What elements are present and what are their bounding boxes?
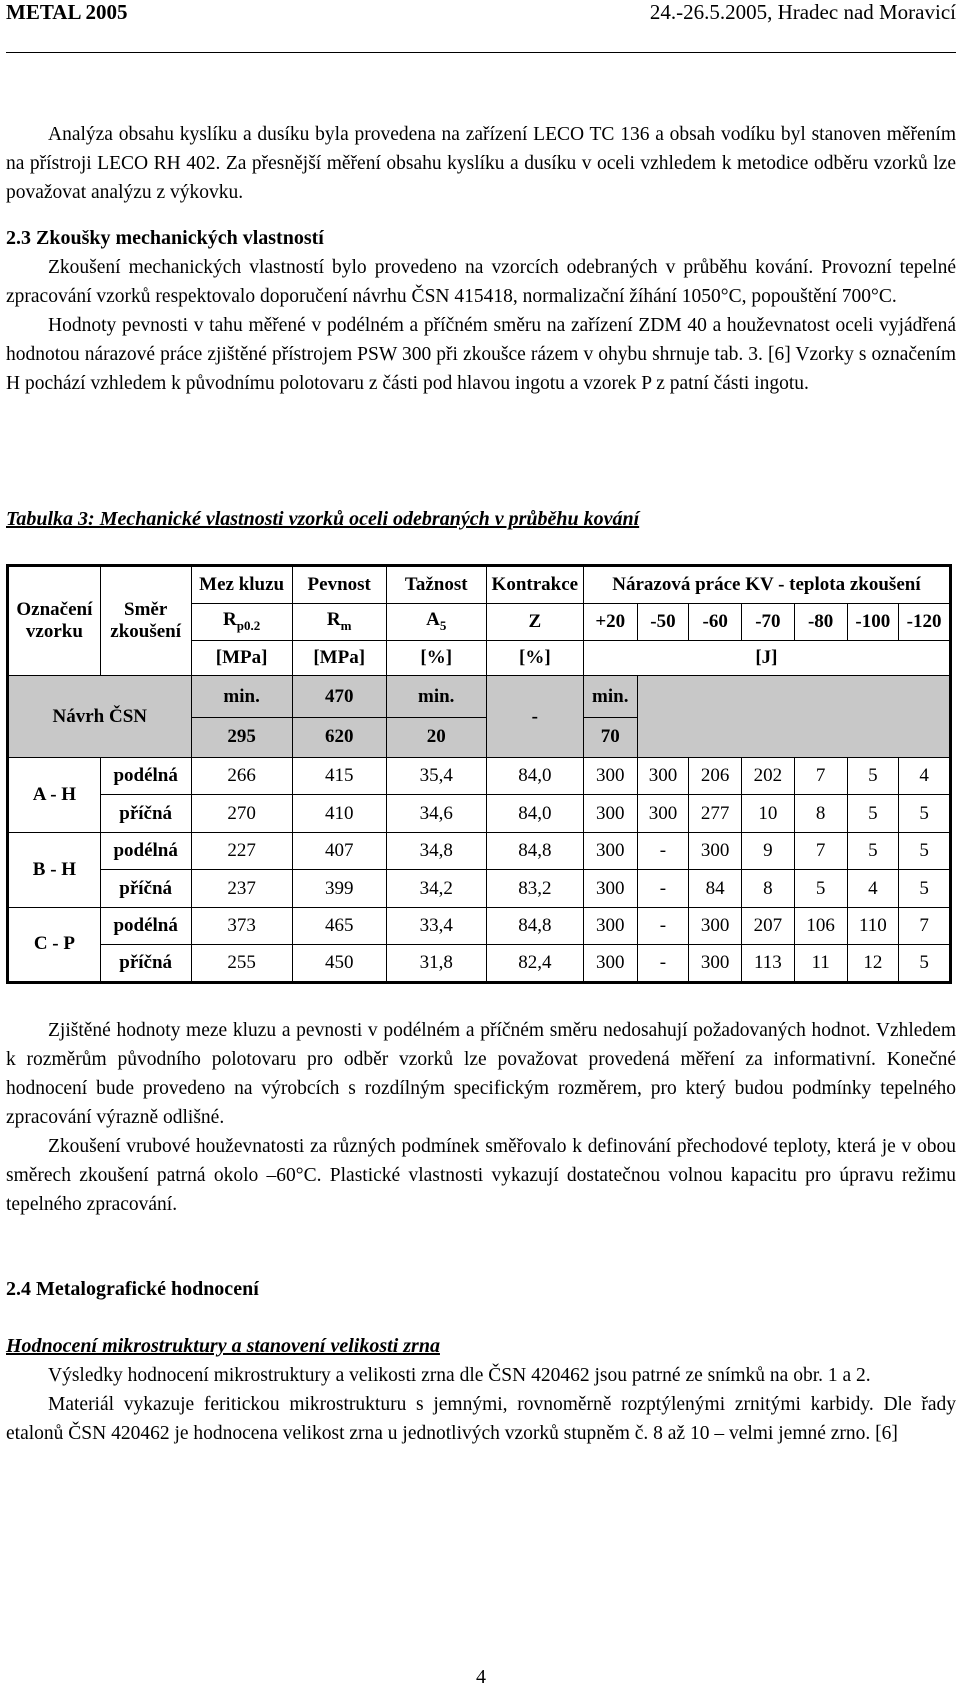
value-cell: 106 <box>794 907 847 945</box>
norm-cell: 20 <box>386 718 486 758</box>
temp-cell: -70 <box>742 603 795 641</box>
sample-label: A - H <box>8 757 101 832</box>
value-cell: 5 <box>899 832 951 870</box>
value-cell: 34,6 <box>386 795 486 833</box>
unit-cell: [MPa] <box>191 641 292 676</box>
value-cell: 270 <box>191 795 292 833</box>
value-cell: - <box>637 945 689 983</box>
sample-label: C - P <box>8 907 101 982</box>
direction-cell: příčná <box>100 795 191 833</box>
value-cell: 82,4 <box>486 945 583 983</box>
value-cell: - <box>637 907 689 945</box>
value-cell: 5 <box>847 757 899 795</box>
sample-label: B - H <box>8 832 101 907</box>
direction-cell: podélná <box>100 832 191 870</box>
value-cell: 83,2 <box>486 870 583 908</box>
norm-cell: 295 <box>191 718 292 758</box>
norm-empty <box>637 676 950 757</box>
section-2-3-title: 2.3 Zkoušky mechanických vlastností <box>6 227 324 249</box>
temp-cell: -120 <box>899 603 951 641</box>
header-strength: Pevnost <box>292 566 386 604</box>
value-cell: 8 <box>794 795 847 833</box>
after-paragraph-2: Zkoušení vrubové houževnatosti za různých podmínek směřovalo k definování přechodové teploty, která je v obou směrech zkoušení patrná okolo –60°C. Plastické vlastnosti vykazují dostatečnou volnou kapacitu pro úpravu režimu tepelného zpracování. <box>6 1136 956 1215</box>
value-cell: 84,0 <box>486 757 583 795</box>
value-cell: 206 <box>689 757 742 795</box>
symbol-z: Z <box>486 603 583 641</box>
header-contraction: Kontrakce <box>486 566 583 604</box>
page-number: 4 <box>476 1666 486 1688</box>
value-cell: 450 <box>292 945 386 983</box>
section-2-3-paragraph-1: Zkoušení mechanických vlastností bylo provedeno na vzorcích odebraných v průběhu kování. Provozní tepelné zpracování vzorků respektovalo doporučení návrhu ČSN 415418, normalizační žíhání 1050°C, popouštění 700°C. <box>6 257 956 307</box>
temp-cell: -50 <box>637 603 689 641</box>
table <box>6 564 952 984</box>
table-row <box>8 795 951 833</box>
value-cell: 9 <box>742 832 795 870</box>
value-cell: 465 <box>292 907 386 945</box>
symbol-a: $A_5$ <box>386 603 486 641</box>
intro-paragraph: Analýza obsahu kyslíku a dusíku byla provedena na zařízení LECO TC 136 a obsah vodíku byl stanoven měřením na přístroji LECO RH 402. Za přesnější měření obsahu kyslíku a dusíku v oceli vzhledem k metodice odběru vzorků lze považovat analýzu z výkovku. <box>6 124 956 203</box>
value-cell: 300 <box>583 795 637 833</box>
temp-cell: -80 <box>794 603 847 641</box>
intro-block <box>6 120 956 207</box>
symbol-rp: $R_{p0.2}$ <box>191 603 292 641</box>
value-cell: 7 <box>794 832 847 870</box>
value-cell: 300 <box>583 870 637 908</box>
section-2-4 <box>6 1275 956 1304</box>
direction-cell: příčná <box>100 870 191 908</box>
value-cell: 10 <box>742 795 795 833</box>
value-cell: 110 <box>847 907 899 945</box>
symbol-rm: $R_m$ <box>292 603 386 641</box>
value-cell: 300 <box>583 907 637 945</box>
value-cell: 300 <box>583 832 637 870</box>
unit-cell: [%] <box>386 641 486 676</box>
norm-cell: min. <box>191 676 292 718</box>
unit-cell: [J] <box>583 641 950 676</box>
value-cell: 4 <box>899 757 951 795</box>
section-2-4-paragraph-2: Materiál vykazuje feritickou mikrostrukturu s jemnými, rovnoměrně rozptýlenými zrnitými karbidy. Dle řady etalonů ČSN 420462 je hodnocena velikost zrna u jednotlivých vzorků stupněm č. 8 až 10 – velmi jemné zrno. [6] <box>6 1394 956 1444</box>
value-cell: 11 <box>794 945 847 983</box>
norm-cell: 70 <box>583 718 637 758</box>
value-cell: 300 <box>637 757 689 795</box>
value-cell: 255 <box>191 945 292 983</box>
norm-label: Návrh ČSN <box>8 676 192 757</box>
table-row <box>8 832 951 870</box>
value-cell: 33,4 <box>386 907 486 945</box>
value-cell: 227 <box>191 832 292 870</box>
value-cell: 300 <box>689 832 742 870</box>
value-cell: - <box>637 832 689 870</box>
temp-cell: -100 <box>847 603 899 641</box>
direction-cell: příčná <box>100 945 191 983</box>
value-cell: 5 <box>899 945 951 983</box>
value-cell: 266 <box>191 757 292 795</box>
value-cell: 300 <box>689 945 742 983</box>
value-cell: 113 <box>742 945 795 983</box>
after-table-block <box>6 1016 956 1219</box>
value-cell: 237 <box>191 870 292 908</box>
value-cell: 35,4 <box>386 757 486 795</box>
section-2-4-body <box>6 1332 956 1448</box>
header-direction: Směr zkoušení <box>100 566 191 676</box>
value-cell: 84,0 <box>486 795 583 833</box>
header-yield: Mez kluzu <box>191 566 292 604</box>
conference-date-place: 24.-26.5.2005, Hradec nad Moravicí <box>649 0 956 24</box>
table-row <box>8 870 951 908</box>
unit-cell: [%] <box>486 641 583 676</box>
norm-cell: min. <box>386 676 486 718</box>
temp-cell: +20 <box>583 603 637 641</box>
header-elongation: Tažnost <box>386 566 486 604</box>
header-label: Označení vzorku <box>8 566 101 676</box>
conference-name: METAL 2005 <box>6 0 128 24</box>
value-cell: 84 <box>689 870 742 908</box>
value-cell: 300 <box>583 945 637 983</box>
section-2-4-paragraph-1: Výsledky hodnocení mikrostruktury a velikosti zrna dle ČSN 420462 jsou patrné ze snímků na obr. 1 a 2. <box>48 1365 871 1386</box>
value-cell: 399 <box>292 870 386 908</box>
value-cell: 5 <box>899 795 951 833</box>
value-cell: 5 <box>847 795 899 833</box>
section-2-3 <box>6 224 956 398</box>
table-row <box>8 907 951 945</box>
value-cell: 7 <box>899 907 951 945</box>
table-body <box>8 757 951 982</box>
section-2-3-paragraph-2: Hodnoty pevnosti v tahu měřené v podélném a příčném směru na zařízení ZDM 40 a houževnatost oceli vyjádřená hodnotou nárazové práce zjištěné přístrojem PSW 300 při zkoušce rázem v ohybu shrnuje tab. 3. [6] Vzorky s označením H pochází vzhledem k původnímu polotovaru z části pod hlavou ingotu a vzorek P z patní části ingotu. <box>6 315 956 394</box>
table-caption: Tabulka 3: Mechanické vlastnosti vzorků oceli odebraných v průběhu kování <box>6 508 640 530</box>
header-impact: Nárazová práce KV - teplota zkoušení <box>583 566 950 604</box>
value-cell: 5 <box>899 870 951 908</box>
norm-cell: 470 <box>292 676 386 718</box>
value-cell: 300 <box>637 795 689 833</box>
page-header <box>6 0 956 30</box>
norm-cell: - <box>486 676 583 757</box>
direction-cell: podélná <box>100 907 191 945</box>
value-cell: 84,8 <box>486 832 583 870</box>
value-cell: 34,2 <box>386 870 486 908</box>
value-cell: 7 <box>794 757 847 795</box>
direction-cell: podélná <box>100 757 191 795</box>
section-2-4-title: 2.4 Metalografické hodnocení <box>6 1278 259 1300</box>
norm-cell: 620 <box>292 718 386 758</box>
value-cell: 207 <box>742 907 795 945</box>
value-cell: 8 <box>742 870 795 908</box>
norm-cell: min. <box>583 676 637 718</box>
value-cell: 5 <box>794 870 847 908</box>
value-cell: 34,8 <box>386 832 486 870</box>
value-cell: 407 <box>292 832 386 870</box>
temp-cell: -60 <box>689 603 742 641</box>
value-cell: 202 <box>742 757 795 795</box>
section-2-4-subtitle: Hodnocení mikrostruktury a stanovení velikosti zrna <box>6 1335 440 1357</box>
value-cell: 5 <box>847 832 899 870</box>
value-cell: - <box>637 870 689 908</box>
header-rule <box>6 52 956 53</box>
value-cell: 300 <box>689 907 742 945</box>
unit-cell: [MPa] <box>292 641 386 676</box>
value-cell: 373 <box>191 907 292 945</box>
value-cell: 12 <box>847 945 899 983</box>
table-row <box>8 757 951 795</box>
table-row <box>8 945 951 983</box>
value-cell: 4 <box>847 870 899 908</box>
after-paragraph-1: Zjištěné hodnoty meze kluzu a pevnosti v podélném a příčném směru nedosahují požadovaných hodnot. Vzhledem k rozměrům původního polotovaru pro odběr vzorků lze považovat provedená měření za informativní. Konečné hodnocení bude provedeno na výrobcích s rozdílným specifickým rozměrem, pro který budou podmínky tepelného zpracování výrazně odlišné. <box>6 1020 956 1128</box>
value-cell: 277 <box>689 795 742 833</box>
value-cell: 415 <box>292 757 386 795</box>
value-cell: 84,8 <box>486 907 583 945</box>
mechanical-properties-table <box>6 564 952 984</box>
value-cell: 31,8 <box>386 945 486 983</box>
paper-page <box>6 0 956 1706</box>
value-cell: 300 <box>583 757 637 795</box>
value-cell: 410 <box>292 795 386 833</box>
